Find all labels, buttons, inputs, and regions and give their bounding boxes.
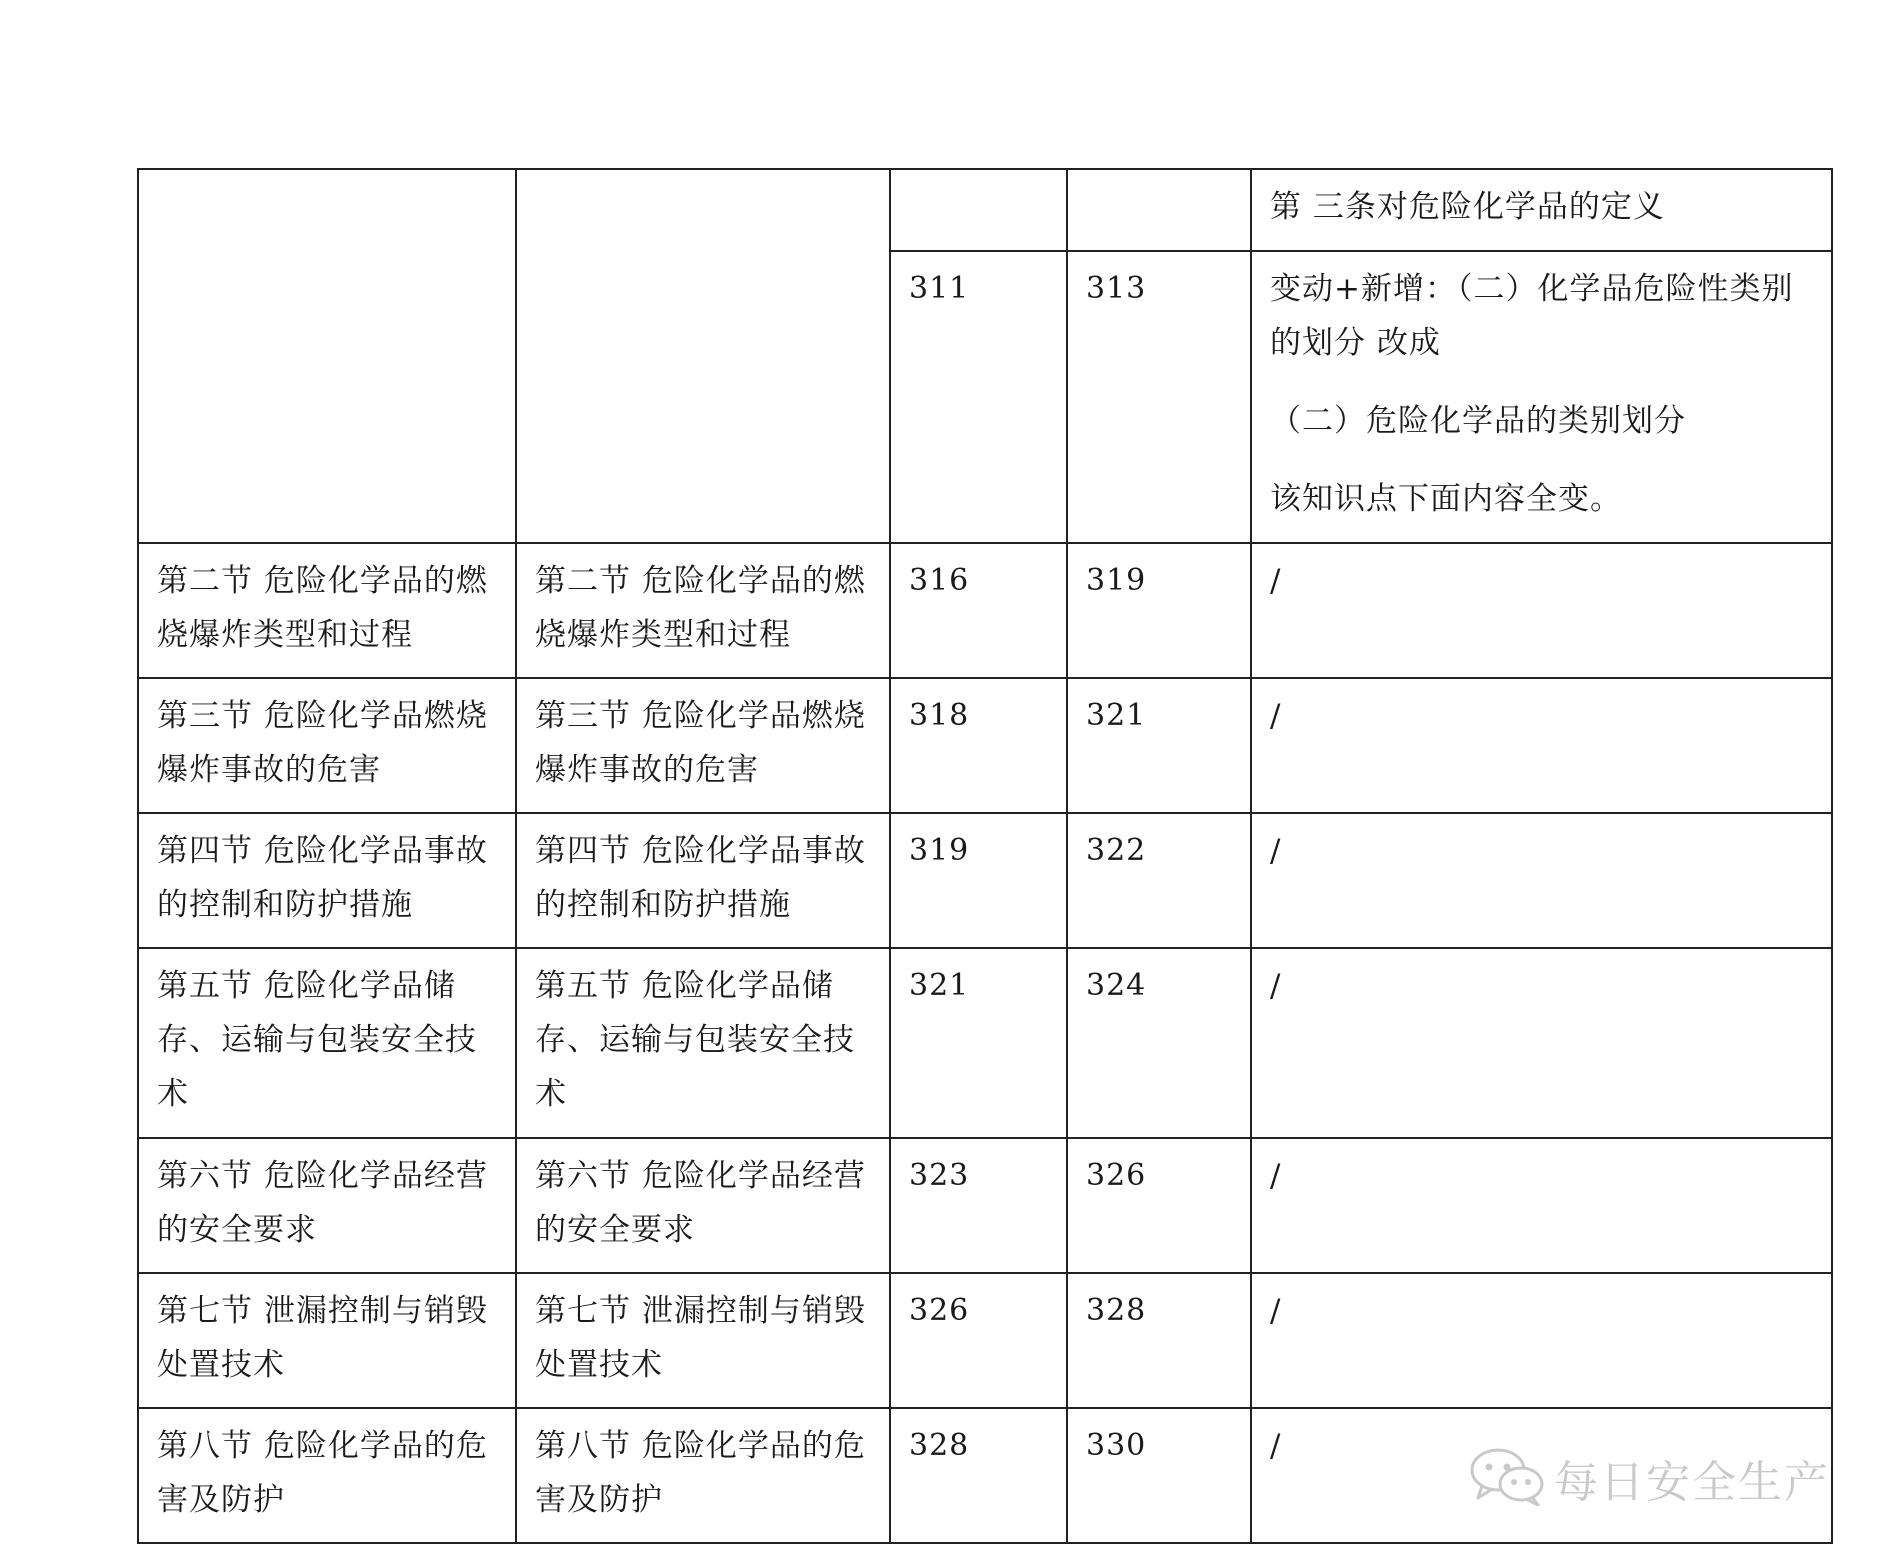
note-text: 第 三条对危险化学品的定义	[1270, 189, 1665, 225]
table-row	[138, 813, 1832, 948]
table-row	[138, 1138, 1832, 1273]
note-cell: /	[1251, 1408, 1832, 1543]
new-section-cell: 第二节 危险化学品的燃烧爆炸类型和过程	[516, 543, 890, 678]
wechat-icon	[1468, 1446, 1546, 1510]
old-section-cell: 第三节 危险化学品燃烧爆炸事故的危害	[138, 678, 516, 813]
note-text: （二）危险化学品的类别划分	[1270, 403, 1686, 439]
new-page-cell: 330	[1067, 1408, 1251, 1543]
new-section-cell	[516, 169, 890, 543]
old-section-cell	[138, 169, 516, 543]
new-section-cell: 第六节 危险化学品经营的安全要求	[516, 1138, 890, 1273]
old-section-cell: 第八节 危险化学品的危害及防护	[138, 1408, 516, 1543]
new-section-cell: 第八节 危险化学品的危害及防护	[516, 1408, 890, 1543]
new-page-cell	[1067, 169, 1251, 251]
new-section-cell: 第五节 危险化学品储存、运输与包装安全技术	[516, 948, 890, 1138]
new-section-cell: 第三节 危险化学品燃烧爆炸事故的危害	[516, 678, 890, 813]
note-cell: /	[1251, 813, 1832, 948]
note-cell	[1251, 251, 1832, 543]
old-section-cell: 第五节 危险化学品储存、运输与包装安全技术	[138, 948, 516, 1138]
new-page-cell: 313	[1067, 251, 1251, 543]
table-row	[138, 948, 1832, 1138]
revision-comparison-table	[137, 168, 1833, 1544]
old-page-cell	[890, 169, 1067, 251]
old-section-cell: 第六节 危险化学品经营的安全要求	[138, 1138, 516, 1273]
old-section-cell: 第七节 泄漏控制与销毁处置技术	[138, 1273, 516, 1408]
table-row	[138, 678, 1832, 813]
note-cell	[1251, 169, 1832, 251]
note-cell: /	[1251, 543, 1832, 678]
watermark	[1468, 1448, 1830, 1508]
old-section-cell: 第四节 危险化学品事故的控制和防护措施	[138, 813, 516, 948]
new-page-cell: 328	[1067, 1273, 1251, 1408]
new-page-cell: 321	[1067, 678, 1251, 813]
note-cell: /	[1251, 1138, 1832, 1273]
note-text: 该知识点下面内容全变。	[1270, 481, 1622, 517]
new-page-cell: 322	[1067, 813, 1251, 948]
old-page-cell: 326	[890, 1273, 1067, 1408]
new-section-cell: 第七节 泄漏控制与销毁处置技术	[516, 1273, 890, 1408]
old-page-cell: 323	[890, 1138, 1067, 1273]
table-row	[138, 543, 1832, 678]
old-section-cell: 第二节 危险化学品的燃烧爆炸类型和过程	[138, 543, 516, 678]
note-text: 变动+新增：（二）化学品危险性类别的划分 改成	[1270, 271, 1794, 361]
note-cell: /	[1251, 678, 1832, 813]
table-row	[138, 169, 1832, 251]
old-page-cell: 316	[890, 543, 1067, 678]
old-page-cell: 328	[890, 1408, 1067, 1543]
old-page-cell: 318	[890, 678, 1067, 813]
new-page-cell: 319	[1067, 543, 1251, 678]
table-row	[138, 1273, 1832, 1408]
note-cell: /	[1251, 1273, 1832, 1408]
old-page-cell: 319	[890, 813, 1067, 948]
new-page-cell: 324	[1067, 948, 1251, 1138]
note-cell: /	[1251, 948, 1832, 1138]
new-section-cell: 第四节 危险化学品事故的控制和防护措施	[516, 813, 890, 948]
new-page-cell: 326	[1067, 1138, 1251, 1273]
old-page-cell: 321	[890, 948, 1067, 1138]
watermark-text: 每日安全生产	[1554, 1457, 1830, 1508]
old-page-cell: 311	[890, 251, 1067, 543]
